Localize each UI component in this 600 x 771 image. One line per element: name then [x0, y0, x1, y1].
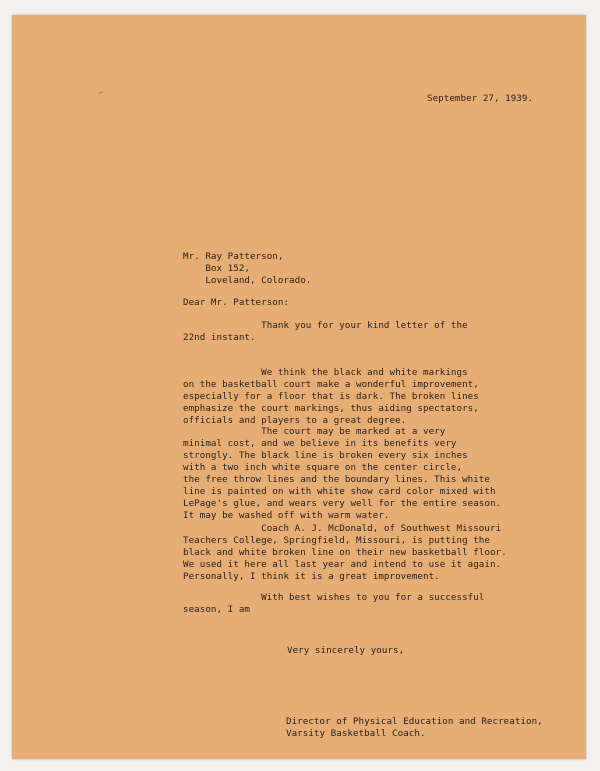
paragraph-1: Thank you for your kind letter of the 22nd instant. — [183, 320, 468, 343]
closing: Very sincerely yours, — [287, 645, 405, 656]
salutation: Dear Mr. Patterson: — [183, 297, 290, 308]
recipient-address: Mr. Ray Patterson, Box 152, Loveland, Colorado. — [183, 251, 312, 286]
letter-date: September 27, 1939. — [427, 93, 534, 104]
paragraph-5: With best wishes to you for a successful season, I am — [183, 592, 485, 615]
paper-mark — [98, 91, 103, 96]
paragraph-3: The court may be marked at a very minimal cost, and we believe in its benefits very strongly. The black line is broken every six inches with a two inch white square on the center circle, the free throw lines and the boundary lines. This white line is painted on with white show card color mixed with LePage's glue, and wears very well for the entire season. It may be washed off with warm water. — [183, 426, 502, 521]
paragraph-2: We think the black and white markings on the basketball court make a wonderful improvement, especially for a floor that is dark. The broken lines emphasize the court markings, thus aiding spectators, officials and players to a great degree. — [183, 367, 479, 426]
letter-sheet — [12, 15, 586, 759]
signature-block: Director of Physical Education and Recreation, Varsity Basketball Coach. — [286, 716, 543, 739]
paragraph-4: Coach A. J. McDonald, of Southwest Missouri Teachers College, Springfield, Missouri, is putting the black and white broken line on their new basketball floor. We used it here all last year and intend to use it again. Personally, I think it is a great improvement. — [183, 523, 507, 582]
